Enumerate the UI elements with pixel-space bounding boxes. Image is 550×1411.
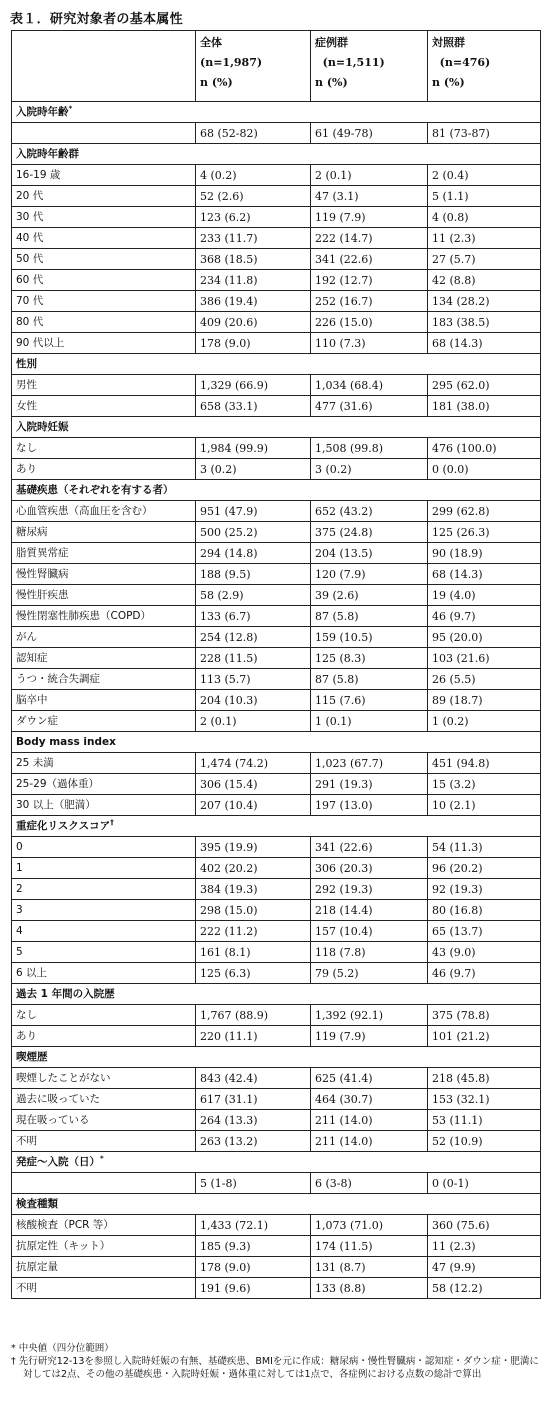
total-value: 5 (1-8)	[196, 1173, 311, 1194]
section-title-text: Body mass index	[16, 735, 116, 748]
control-value: 218 (45.8)	[428, 1068, 541, 1089]
row-label: 3	[12, 900, 196, 921]
case-value: 652 (43.2)	[311, 501, 428, 522]
section-title	[12, 816, 541, 837]
control-value: 68 (14.3)	[428, 564, 541, 585]
section-title	[12, 417, 541, 438]
case-value: 131 (8.7)	[311, 1257, 428, 1278]
control-value: 65 (13.7)	[428, 921, 541, 942]
row-label: なし	[12, 1005, 196, 1026]
section-footnote-mark: *	[100, 1154, 104, 1162]
case-value: 2 (0.1)	[311, 165, 428, 186]
row-label: 喫煙したことがない	[12, 1068, 196, 1089]
table-row	[12, 1236, 541, 1257]
case-value: 341 (22.6)	[311, 249, 428, 270]
case-value: 47 (3.1)	[311, 186, 428, 207]
table-row	[12, 837, 541, 858]
control-value: 103 (21.6)	[428, 648, 541, 669]
section-title	[12, 354, 541, 375]
control-value: 183 (38.5)	[428, 312, 541, 333]
row-label: 脳卒中	[12, 690, 196, 711]
footnote-median: * 中央値（四分位範囲）	[11, 1343, 114, 1354]
total-value: 188 (9.5)	[196, 564, 311, 585]
control-value: 95 (20.0)	[428, 627, 541, 648]
header-case-label: 症例群	[315, 36, 348, 49]
header-total-label: 全体	[200, 36, 222, 49]
control-value: 54 (11.3)	[428, 837, 541, 858]
total-value: 386 (19.4)	[196, 291, 311, 312]
table-row	[12, 1257, 541, 1278]
table-row	[12, 1131, 541, 1152]
total-value: 1,433 (72.1)	[196, 1215, 311, 1236]
row-label: 16-19 歳	[12, 165, 196, 186]
total-value: 617 (31.1)	[196, 1089, 311, 1110]
control-value: 375 (78.8)	[428, 1005, 541, 1026]
control-value: 295 (62.0)	[428, 375, 541, 396]
case-value: 87 (5.8)	[311, 606, 428, 627]
case-value: 1,392 (92.1)	[311, 1005, 428, 1026]
section-header-row	[12, 732, 541, 753]
table-row	[12, 879, 541, 900]
table-row	[12, 186, 541, 207]
control-value: 125 (26.3)	[428, 522, 541, 543]
control-value: 299 (62.8)	[428, 501, 541, 522]
row-label: 50 代	[12, 249, 196, 270]
header-case-n: (n=1,511)	[315, 56, 385, 69]
section-title	[12, 480, 541, 501]
total-value: 384 (19.3)	[196, 879, 311, 900]
total-value: 207 (10.4)	[196, 795, 311, 816]
total-value: 220 (11.1)	[196, 1026, 311, 1047]
header-control-n: (n=476)	[432, 56, 491, 69]
table-row	[12, 858, 541, 879]
table-row	[12, 711, 541, 732]
control-value: 101 (21.2)	[428, 1026, 541, 1047]
row-label: 30 代	[12, 207, 196, 228]
case-value: 87 (5.8)	[311, 669, 428, 690]
section-header-row	[12, 816, 541, 837]
section-title-text: 重症化リスクスコア	[16, 819, 111, 832]
total-value: 3 (0.2)	[196, 459, 311, 480]
section-title-text: 過去 1 年間の入院歴	[16, 987, 115, 1000]
row-label: 2	[12, 879, 196, 900]
section-title	[12, 1152, 541, 1173]
case-value: 341 (22.6)	[311, 837, 428, 858]
control-value: 10 (2.1)	[428, 795, 541, 816]
table-row	[12, 774, 541, 795]
section-title	[12, 984, 541, 1005]
total-value: 298 (15.0)	[196, 900, 311, 921]
total-value: 402 (20.2)	[196, 858, 311, 879]
table-row	[12, 165, 541, 186]
total-value: 234 (11.8)	[196, 270, 311, 291]
total-value: 658 (33.1)	[196, 396, 311, 417]
total-value: 161 (8.1)	[196, 942, 311, 963]
case-value: 120 (7.9)	[311, 564, 428, 585]
section-header-row	[12, 1047, 541, 1068]
table-title: 表１．研究対象者の基本属性	[10, 12, 183, 27]
case-value: 39 (2.6)	[311, 585, 428, 606]
case-value: 115 (7.6)	[311, 690, 428, 711]
section-header-row	[12, 1152, 541, 1173]
row-label: 心血管疾患（高血圧を含む）	[12, 501, 196, 522]
case-value: 1,508 (99.8)	[311, 438, 428, 459]
table-row	[12, 921, 541, 942]
table-row	[12, 585, 541, 606]
table-row	[12, 459, 541, 480]
table-row	[12, 900, 541, 921]
control-value: 181 (38.0)	[428, 396, 541, 417]
table-row	[12, 942, 541, 963]
table-row	[12, 501, 541, 522]
table-row	[12, 543, 541, 564]
case-value: 61 (49-78)	[311, 123, 428, 144]
section-footnote-mark: †	[110, 818, 114, 826]
row-label: 5	[12, 942, 196, 963]
total-value: 113 (5.7)	[196, 669, 311, 690]
row-label: 抗原定性（キット）	[12, 1236, 196, 1257]
control-value: 2 (0.4)	[428, 165, 541, 186]
case-value: 125 (8.3)	[311, 648, 428, 669]
total-value: 1,474 (74.2)	[196, 753, 311, 774]
table-row	[12, 1005, 541, 1026]
table-row	[12, 795, 541, 816]
control-value: 1 (0.2)	[428, 711, 541, 732]
case-value: 306 (20.3)	[311, 858, 428, 879]
row-label: 認知症	[12, 648, 196, 669]
control-value: 27 (5.7)	[428, 249, 541, 270]
row-label	[12, 1173, 196, 1194]
case-value: 1 (0.1)	[311, 711, 428, 732]
case-value: 197 (13.0)	[311, 795, 428, 816]
control-value: 46 (9.7)	[428, 963, 541, 984]
row-label: 60 代	[12, 270, 196, 291]
table-body	[12, 31, 541, 1299]
total-value: 178 (9.0)	[196, 1257, 311, 1278]
case-value: 292 (19.3)	[311, 879, 428, 900]
row-label: うつ・統合失調症	[12, 669, 196, 690]
row-label: 慢性肝疾患	[12, 585, 196, 606]
control-value: 47 (9.9)	[428, 1257, 541, 1278]
total-value: 204 (10.3)	[196, 690, 311, 711]
row-label: 抗原定量	[12, 1257, 196, 1278]
section-title-text: 検査種類	[16, 1197, 58, 1210]
row-label: 25 未満	[12, 753, 196, 774]
header-control-label: 対照群	[432, 36, 465, 49]
table-row	[12, 396, 541, 417]
case-value: 291 (19.3)	[311, 774, 428, 795]
row-label: 80 代	[12, 312, 196, 333]
total-value: 58 (2.9)	[196, 585, 311, 606]
control-value: 26 (5.5)	[428, 669, 541, 690]
table-row	[12, 207, 541, 228]
total-value: 222 (11.2)	[196, 921, 311, 942]
row-label: 慢性腎臓病	[12, 564, 196, 585]
control-value: 19 (4.0)	[428, 585, 541, 606]
header-control-unit: n (%)	[432, 76, 465, 89]
total-value: 4 (0.2)	[196, 165, 311, 186]
row-label: 現在吸っている	[12, 1110, 196, 1131]
section-header-row	[12, 144, 541, 165]
total-value: 185 (9.3)	[196, 1236, 311, 1257]
row-label: 4	[12, 921, 196, 942]
total-value: 125 (6.3)	[196, 963, 311, 984]
control-value: 0 (0.0)	[428, 459, 541, 480]
case-value: 110 (7.3)	[311, 333, 428, 354]
section-header-row	[12, 102, 541, 123]
total-value: 306 (15.4)	[196, 774, 311, 795]
table-row	[12, 123, 541, 144]
table-row	[12, 564, 541, 585]
case-value: 118 (7.8)	[311, 942, 428, 963]
case-value: 3 (0.2)	[311, 459, 428, 480]
total-value: 178 (9.0)	[196, 333, 311, 354]
total-value: 1,329 (66.9)	[196, 375, 311, 396]
case-value: 252 (16.7)	[311, 291, 428, 312]
section-title-text: 喫煙歴	[16, 1050, 48, 1063]
table-header-row	[12, 31, 541, 102]
case-value: 119 (7.9)	[311, 207, 428, 228]
control-value: 90 (18.9)	[428, 543, 541, 564]
total-value: 500 (25.2)	[196, 522, 311, 543]
case-value: 1,034 (68.4)	[311, 375, 428, 396]
control-value: 92 (19.3)	[428, 879, 541, 900]
total-value: 68 (52-82)	[196, 123, 311, 144]
header-total-n: (n=1,987)	[200, 56, 263, 69]
row-label: 20 代	[12, 186, 196, 207]
row-label: 0	[12, 837, 196, 858]
table-row	[12, 312, 541, 333]
header-case-unit: n (%)	[315, 76, 348, 89]
total-value: 254 (12.8)	[196, 627, 311, 648]
table-row	[12, 291, 541, 312]
table-row	[12, 1173, 541, 1194]
table-row	[12, 228, 541, 249]
row-label: 40 代	[12, 228, 196, 249]
control-value: 153 (32.1)	[428, 1089, 541, 1110]
section-title-text: 性別	[16, 357, 37, 370]
control-value: 43 (9.0)	[428, 942, 541, 963]
case-value: 477 (31.6)	[311, 396, 428, 417]
header-total-unit: n (%)	[200, 76, 233, 89]
row-label: 女性	[12, 396, 196, 417]
table-row	[12, 963, 541, 984]
control-value: 11 (2.3)	[428, 228, 541, 249]
row-label: 核酸検査（PCR 等）	[12, 1215, 196, 1236]
header-control	[428, 31, 541, 102]
control-value: 476 (100.0)	[428, 438, 541, 459]
table-row	[12, 627, 541, 648]
control-value: 68 (14.3)	[428, 333, 541, 354]
case-value: 1,023 (67.7)	[311, 753, 428, 774]
total-value: 951 (47.9)	[196, 501, 311, 522]
section-title-text: 入院時年齢	[16, 105, 69, 118]
total-value: 409 (20.6)	[196, 312, 311, 333]
table-row	[12, 438, 541, 459]
total-value: 263 (13.2)	[196, 1131, 311, 1152]
row-label: 過去に吸っていた	[12, 1089, 196, 1110]
total-value: 233 (11.7)	[196, 228, 311, 249]
row-label: 25-29（過体重）	[12, 774, 196, 795]
section-title	[12, 144, 541, 165]
control-value: 4 (0.8)	[428, 207, 541, 228]
case-value: 204 (13.5)	[311, 543, 428, 564]
row-label: 不明	[12, 1278, 196, 1299]
table-row	[12, 522, 541, 543]
control-value: 96 (20.2)	[428, 858, 541, 879]
table-row	[12, 648, 541, 669]
row-label: 慢性閉塞性肺疾患（COPD）	[12, 606, 196, 627]
case-value: 6 (3-8)	[311, 1173, 428, 1194]
case-value: 133 (8.8)	[311, 1278, 428, 1299]
total-value: 228 (11.5)	[196, 648, 311, 669]
row-label: あり	[12, 459, 196, 480]
table-row	[12, 1068, 541, 1089]
total-value: 191 (9.6)	[196, 1278, 311, 1299]
control-value: 58 (12.2)	[428, 1278, 541, 1299]
table-row	[12, 249, 541, 270]
case-value: 192 (12.7)	[311, 270, 428, 291]
case-value: 174 (11.5)	[311, 1236, 428, 1257]
header-blank-cell	[12, 31, 196, 102]
section-header-row	[12, 354, 541, 375]
case-value: 211 (14.0)	[311, 1110, 428, 1131]
case-value: 211 (14.0)	[311, 1131, 428, 1152]
row-label: 男性	[12, 375, 196, 396]
control-value: 52 (10.9)	[428, 1131, 541, 1152]
section-header-row	[12, 480, 541, 501]
total-value: 1,767 (88.9)	[196, 1005, 311, 1026]
total-value: 264 (13.3)	[196, 1110, 311, 1131]
section-title-text: 発症～入院（日）	[16, 1155, 100, 1168]
section-header-row	[12, 984, 541, 1005]
footnote-risk-score: † 先行研究12-13を参照し入院時妊娠の有無、基礎疾患、BMIを元に作成：糖尿病・慢性腎臓病・認知症・ダウン症・肥満に対しては2点、その他の基礎疾患・入院時妊娠・過体重に対しては1点で、各症例における点数の総計で算出	[11, 1356, 539, 1380]
row-label: 1	[12, 858, 196, 879]
row-label: がん	[12, 627, 196, 648]
total-value: 294 (14.8)	[196, 543, 311, 564]
section-title	[12, 1047, 541, 1068]
row-label: 70 代	[12, 291, 196, 312]
table-row	[12, 753, 541, 774]
row-label: 30 以上（肥満）	[12, 795, 196, 816]
total-value: 2 (0.1)	[196, 711, 311, 732]
section-title-text: 基礎疾患（それぞれを有する者）	[16, 483, 174, 496]
row-label: なし	[12, 438, 196, 459]
case-value: 222 (14.7)	[311, 228, 428, 249]
control-value: 15 (3.2)	[428, 774, 541, 795]
control-value: 5 (1.1)	[428, 186, 541, 207]
section-footnote-mark: *	[68, 104, 73, 112]
row-label: 6 以上	[12, 963, 196, 984]
case-value: 226 (15.0)	[311, 312, 428, 333]
total-value: 843 (42.4)	[196, 1068, 311, 1089]
section-header-row	[12, 1194, 541, 1215]
row-label: 90 代以上	[12, 333, 196, 354]
control-value: 89 (18.7)	[428, 690, 541, 711]
control-value: 42 (8.8)	[428, 270, 541, 291]
table-row	[12, 333, 541, 354]
row-label: 糖尿病	[12, 522, 196, 543]
control-value: 451 (94.8)	[428, 753, 541, 774]
total-value: 368 (18.5)	[196, 249, 311, 270]
table-row	[12, 606, 541, 627]
table-row	[12, 669, 541, 690]
section-title	[12, 732, 541, 753]
case-value: 464 (30.7)	[311, 1089, 428, 1110]
table-row	[12, 1215, 541, 1236]
section-header-row	[12, 417, 541, 438]
table-row	[12, 1026, 541, 1047]
table-row	[12, 375, 541, 396]
table-row	[12, 1110, 541, 1131]
control-value: 11 (2.3)	[428, 1236, 541, 1257]
case-value: 218 (14.4)	[311, 900, 428, 921]
total-value: 1,984 (99.9)	[196, 438, 311, 459]
control-value: 81 (73-87)	[428, 123, 541, 144]
table-row	[12, 1089, 541, 1110]
case-value: 157 (10.4)	[311, 921, 428, 942]
case-value: 159 (10.5)	[311, 627, 428, 648]
table-row	[12, 1278, 541, 1299]
row-label: 不明	[12, 1131, 196, 1152]
row-label: ダウン症	[12, 711, 196, 732]
case-value: 79 (5.2)	[311, 963, 428, 984]
section-title-text: 入院時年齢群	[16, 147, 79, 160]
section-title	[12, 102, 541, 123]
row-label	[12, 123, 196, 144]
table-row	[12, 270, 541, 291]
control-value: 360 (75.6)	[428, 1215, 541, 1236]
footnotes	[11, 1342, 543, 1381]
case-value: 1,073 (71.0)	[311, 1215, 428, 1236]
header-total	[196, 31, 311, 102]
section-title	[12, 1194, 541, 1215]
total-value: 133 (6.7)	[196, 606, 311, 627]
header-case	[311, 31, 428, 102]
control-value: 0 (0-1)	[428, 1173, 541, 1194]
case-value: 625 (41.4)	[311, 1068, 428, 1089]
total-value: 395 (19.9)	[196, 837, 311, 858]
control-value: 134 (28.2)	[428, 291, 541, 312]
total-value: 123 (6.2)	[196, 207, 311, 228]
control-value: 53 (11.1)	[428, 1110, 541, 1131]
table-row	[12, 690, 541, 711]
row-label: 脂質異常症	[12, 543, 196, 564]
control-value: 80 (16.8)	[428, 900, 541, 921]
row-label: あり	[12, 1026, 196, 1047]
baseline-characteristics-table	[11, 30, 541, 1299]
case-value: 375 (24.8)	[311, 522, 428, 543]
total-value: 52 (2.6)	[196, 186, 311, 207]
control-value: 46 (9.7)	[428, 606, 541, 627]
case-value: 119 (7.9)	[311, 1026, 428, 1047]
section-title-text: 入院時妊娠	[16, 420, 69, 433]
